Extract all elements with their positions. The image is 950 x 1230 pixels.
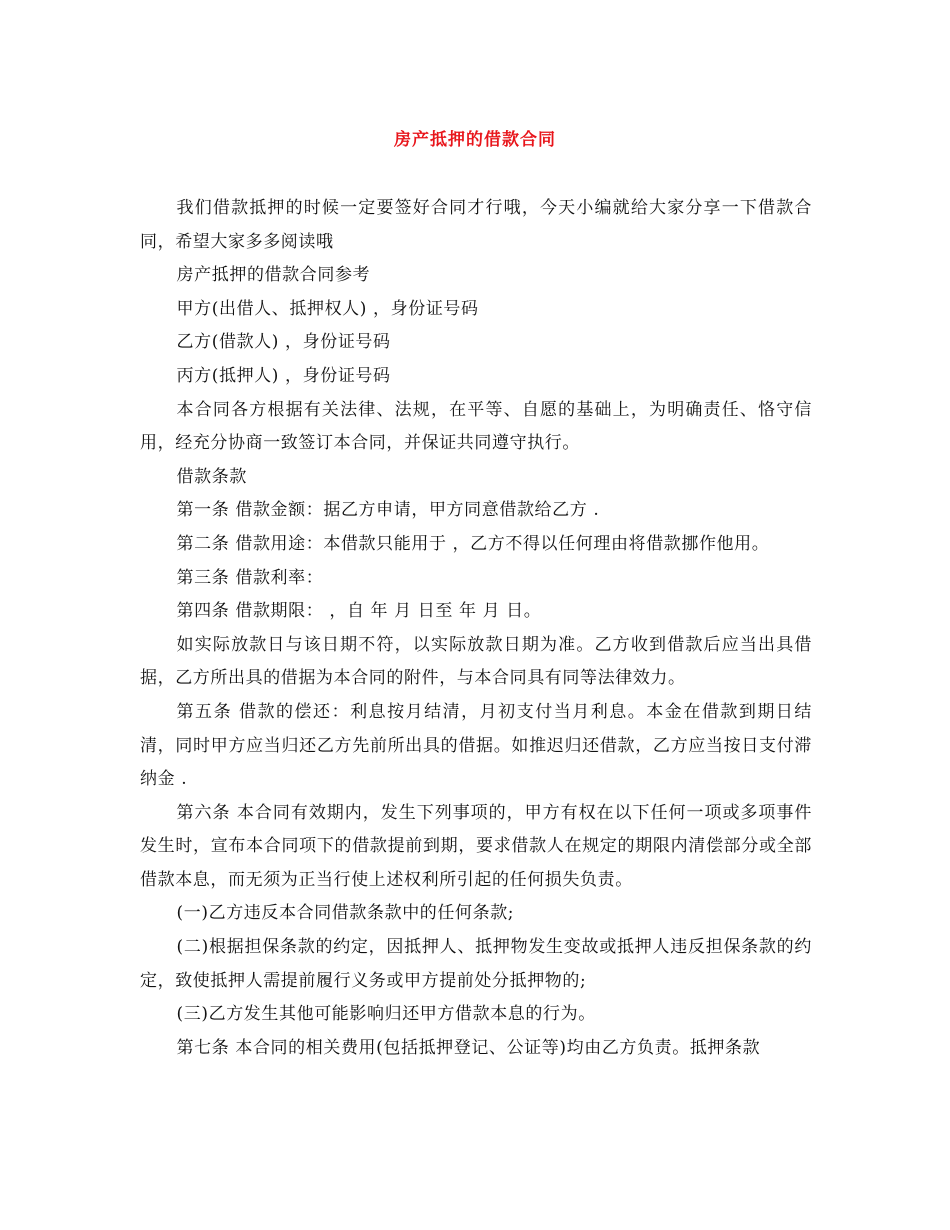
document-body	[140, 192, 812, 1065]
paragraph-article-7: 第七条 本合同的相关费用(包括抵押登记、公证等)均由乙方负责。抵押条款	[176, 1037, 761, 1058]
paragraph-article-6: 第六条 本合同有效期内，发生下列事项的，甲方有权在以下任何一项或多项事件发生时，宣布本合同项下的借款提前到期，要求借款人在规定的期限内清偿部分或全部借款本息，而无须为正当行使上述权利所引起的任何损失负责。	[140, 802, 812, 890]
paragraph-party-c: 丙方(抵押人) ，身份证号码	[176, 365, 391, 386]
paragraph-party-a: 甲方(出借人、抵押权人) ，身份证号码	[176, 298, 479, 319]
paragraph-party-b: 乙方(借款人) ，身份证号码	[176, 332, 391, 353]
paragraph-item-3: (三)乙方发生其他可能影响归还甲方借款本息的行为。	[176, 1004, 596, 1025]
paragraph-item-2: (二)根据担保条款的约定，因抵押人、抵押物发生变故或抵押人违反担保条款的约定，致使抵押人需提前履行义务或甲方提前处分抵押物的;	[140, 937, 812, 991]
paragraph-reference-heading: 房产抵押的借款合同参考	[176, 265, 371, 286]
paragraph-article-1: 第一条 借款金额：据乙方申请，甲方同意借款给乙方 .	[176, 500, 600, 521]
paragraph-article-3: 第三条 借款利率：	[176, 567, 324, 588]
paragraph-loan-terms-heading: 借款条款	[176, 466, 247, 487]
paragraph-item-1: (一)乙方违反本合同借款条款中的任何条款;	[176, 903, 515, 924]
paragraph-intro: 我们借款抵押的时候一定要签好合同才行哦，今天小编就给大家分享一下借款合同，希望大家多多阅读哦	[140, 198, 812, 252]
paragraph-preamble: 本合同各方根据有关法律、法规，在平等、自愿的基础上，为明确责任、恪守信用，经充分协商一致签订本合同，并保证共同遵守执行。	[140, 399, 812, 454]
paragraph-article-2: 第二条 借款用途：本借款只能用于 ，乙方不得以任何理由将借款挪作他用。	[176, 533, 770, 554]
paragraph-article-4: 第四条 借款期限： ，自 年 月 日至 年 月 日。	[176, 601, 542, 622]
document-title: 房产抵押的借款合同	[394, 130, 556, 150]
paragraph-article-5: 第五条 借款的偿还：利息按月结清，月初支付当月利息。本金在借款到期日结清，同时甲方应当归还乙方先前所出具的借据。如推迟归还借款，乙方应当按日支付滞纳金 .	[140, 701, 812, 790]
paragraph-actual-date: 如实际放款日与该日期不符，以实际放款日期为准。乙方收到借款后应当出具借据，乙方所出具的借据为本合同的附件，与本合同具有同等法律效力。	[140, 634, 812, 689]
